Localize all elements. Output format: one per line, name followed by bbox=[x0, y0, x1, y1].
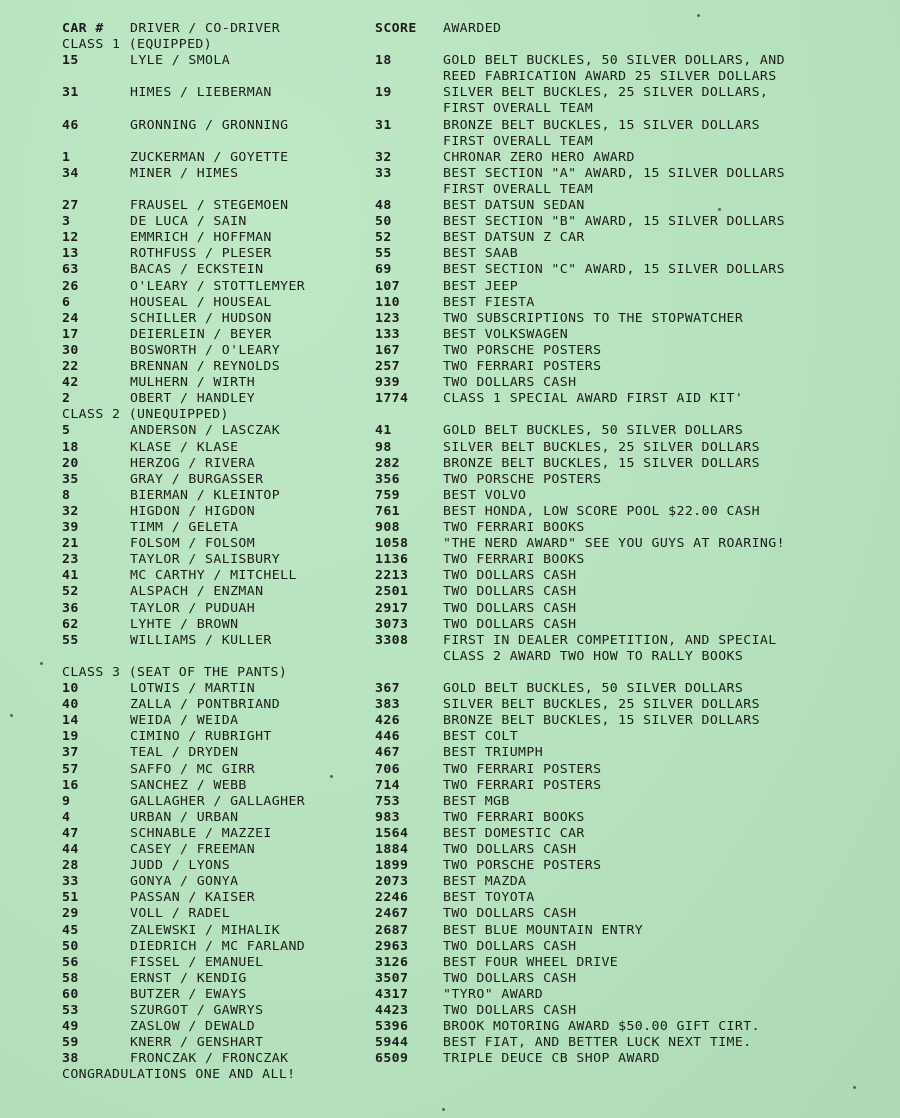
score: 939 bbox=[375, 375, 401, 390]
score: 107 bbox=[375, 278, 401, 294]
award-text: SILVER BELT BUCKLES, 25 SILVER DOLLARS bbox=[443, 697, 760, 712]
score: 356 bbox=[375, 472, 401, 487]
driver-names: MULHERN / WIRTH bbox=[130, 375, 256, 390]
driver-names: WILLIAMS / KULLER bbox=[130, 633, 272, 648]
car-number: 47 bbox=[62, 826, 79, 841]
score: 983 bbox=[375, 810, 401, 825]
score: 167 bbox=[375, 343, 401, 358]
car-number: 60 bbox=[62, 987, 79, 1002]
driver-names: SZURGOT / GAWRYS bbox=[130, 1003, 264, 1018]
footer-text: CONGRADULATIONS ONE AND ALL! bbox=[62, 1067, 296, 1083]
award-text: BEST DATSUN Z CAR bbox=[443, 230, 585, 245]
driver-names: SCHNABLE / MAZZEI bbox=[130, 826, 272, 841]
score: 706 bbox=[375, 761, 401, 777]
driver-names: HERZOG / RIVERA bbox=[130, 455, 256, 471]
driver-names: PASSAN / KAISER bbox=[130, 890, 256, 905]
driver-names: TIMM / GELETA bbox=[130, 520, 239, 535]
driver-names: BRENNAN / REYNOLDS bbox=[130, 359, 281, 374]
header-driver: DRIVER / CO-DRIVER bbox=[130, 21, 281, 36]
award-text: BEST VOLKSWAGEN bbox=[443, 327, 569, 342]
car-number: 18 bbox=[62, 439, 79, 455]
award-text: TWO DOLLARS CASH bbox=[443, 1003, 577, 1018]
award-text: TWO DOLLARS CASH bbox=[443, 906, 577, 922]
class-title: CLASS 3 (SEAT OF THE PANTS) bbox=[62, 665, 288, 680]
car-number: 49 bbox=[62, 1019, 79, 1034]
score: 2246 bbox=[375, 890, 409, 905]
score: 1899 bbox=[375, 858, 409, 873]
driver-names: ANDERSON / LASCZAK bbox=[130, 423, 281, 439]
award-text: TWO FERRARI BOOKS bbox=[443, 552, 585, 567]
car-number: 16 bbox=[62, 777, 79, 793]
car-number: 45 bbox=[62, 922, 79, 938]
driver-names: ROTHFUSS / PLESER bbox=[130, 246, 272, 261]
car-number: 22 bbox=[62, 359, 79, 374]
score: 2073 bbox=[375, 874, 409, 889]
car-number: 57 bbox=[62, 761, 79, 777]
score: 2963 bbox=[375, 938, 409, 954]
paper-speck bbox=[697, 14, 700, 17]
award-text: CHRONAR ZERO HERO AWARD bbox=[443, 150, 635, 165]
driver-names: DEIERLEIN / BEYER bbox=[130, 327, 272, 342]
score: 908 bbox=[375, 520, 401, 535]
car-number: 10 bbox=[62, 681, 79, 696]
award-text: SILVER BELT BUCKLES, 25 SILVER DOLLARS bbox=[443, 439, 760, 455]
car-number: 6 bbox=[62, 294, 71, 310]
driver-names: BACAS / ECKSTEIN bbox=[130, 262, 264, 278]
award-text: BEST DATSUN SEDAN bbox=[443, 198, 585, 213]
score: 426 bbox=[375, 713, 401, 728]
award-text: "THE NERD AWARD" SEE YOU GUYS AT ROARING! bbox=[443, 536, 785, 551]
score: 714 bbox=[375, 777, 401, 793]
score: 18 bbox=[375, 53, 392, 68]
score: 123 bbox=[375, 311, 401, 326]
award-text: TWO FERRARI POSTERS bbox=[443, 761, 602, 777]
driver-names: HIGDON / HIGDON bbox=[130, 504, 256, 519]
score: 257 bbox=[375, 359, 401, 374]
award-text: BEST TOYOTA bbox=[443, 890, 535, 905]
driver-names: ZALLA / PONTBRIAND bbox=[130, 697, 281, 712]
score: 48 bbox=[375, 198, 392, 213]
award-text: BROOK MOTORING AWARD $50.00 GIFT CIRT. bbox=[443, 1019, 760, 1034]
driver-names: BIERMAN / KLEINTOP bbox=[130, 488, 281, 503]
award-text: TWO FERRARI POSTERS bbox=[443, 777, 602, 793]
score: 282 bbox=[375, 455, 401, 471]
driver-names: BUTZER / EWAYS bbox=[130, 987, 247, 1002]
award-text: TWO FERRARI BOOKS bbox=[443, 810, 585, 825]
paper-speck bbox=[718, 208, 721, 211]
driver-names: ZALEWSKI / MIHALIK bbox=[130, 922, 281, 938]
car-number: 5 bbox=[62, 423, 71, 439]
award-text: BEST FIESTA bbox=[443, 294, 535, 310]
driver-names: VOLL / RADEL bbox=[130, 906, 231, 922]
score: 5944 bbox=[375, 1035, 409, 1050]
driver-names: LYHTE / BROWN bbox=[130, 616, 239, 632]
score: 2467 bbox=[375, 906, 409, 922]
award-text: BEST SECTION "C" AWARD, 15 SILVER DOLLARS bbox=[443, 262, 785, 278]
driver-names: HOUSEAL / HOUSEAL bbox=[130, 294, 272, 310]
car-number: 59 bbox=[62, 1035, 79, 1050]
score: 110 bbox=[375, 294, 401, 310]
score: 4423 bbox=[375, 1003, 409, 1018]
car-number: 2 bbox=[62, 391, 71, 406]
score: 6509 bbox=[375, 1051, 409, 1066]
car-number: 4 bbox=[62, 810, 71, 825]
car-number: 58 bbox=[62, 971, 79, 986]
award-text: BEST SECTION "A" AWARD, 15 SILVER DOLLARS bbox=[443, 166, 785, 181]
award-text: BEST MAZDA bbox=[443, 874, 527, 889]
award-text: BEST JEEP bbox=[443, 278, 519, 294]
award-text: TWO FERRARI BOOKS bbox=[443, 520, 585, 535]
award-text: FIRST OVERALL TEAM bbox=[443, 182, 594, 197]
car-number: 14 bbox=[62, 713, 79, 728]
car-number: 27 bbox=[62, 198, 79, 213]
score: 33 bbox=[375, 166, 392, 181]
score: 1136 bbox=[375, 552, 409, 567]
score: 1774 bbox=[375, 391, 409, 406]
driver-names: GRAY / BURGASSER bbox=[130, 472, 264, 487]
award-text: GOLD BELT BUCKLES, 50 SILVER DOLLARS bbox=[443, 423, 744, 439]
score: 133 bbox=[375, 327, 401, 342]
score: 367 bbox=[375, 681, 401, 696]
car-number: 13 bbox=[62, 246, 79, 261]
award-text: BEST VOLVO bbox=[443, 488, 527, 503]
car-number: 32 bbox=[62, 504, 79, 519]
score: 50 bbox=[375, 214, 392, 229]
score: 467 bbox=[375, 745, 401, 761]
car-number: 33 bbox=[62, 874, 79, 889]
award-text: TWO DOLLARS CASH bbox=[443, 584, 577, 600]
award-text: FIRST OVERALL TEAM bbox=[443, 133, 594, 149]
paper-speck bbox=[853, 1086, 856, 1089]
car-number: 56 bbox=[62, 955, 79, 970]
car-number: 15 bbox=[62, 53, 79, 68]
driver-names: GRONNING / GRONNING bbox=[130, 117, 289, 133]
award-text: TWO SUBSCRIPTIONS TO THE STOPWATCHER bbox=[443, 311, 744, 326]
score: 1884 bbox=[375, 842, 409, 857]
car-number: 37 bbox=[62, 745, 79, 761]
award-text: BRONZE BELT BUCKLES, 15 SILVER DOLLARS bbox=[443, 455, 760, 471]
driver-names: CASEY / FREEMAN bbox=[130, 842, 256, 857]
car-number: 21 bbox=[62, 536, 79, 551]
car-number: 17 bbox=[62, 327, 79, 342]
driver-names: SANCHEZ / WEBB bbox=[130, 777, 247, 793]
award-text: TWO PORSCHE POSTERS bbox=[443, 472, 602, 487]
driver-names: SCHILLER / HUDSON bbox=[130, 311, 272, 326]
award-text: TWO DOLLARS CASH bbox=[443, 375, 577, 390]
car-number: 28 bbox=[62, 858, 79, 873]
driver-names: DIEDRICH / MC FARLAND bbox=[130, 938, 306, 954]
driver-names: BOSWORTH / O'LEARY bbox=[130, 343, 281, 358]
driver-names: DE LUCA / SAIN bbox=[130, 214, 247, 229]
car-number: 3 bbox=[62, 214, 71, 229]
driver-names: EMMRICH / HOFFMAN bbox=[130, 230, 272, 245]
driver-names: CIMINO / RUBRIGHT bbox=[130, 729, 272, 744]
award-text: REED FABRICATION AWARD 25 SILVER DOLLARS bbox=[443, 69, 777, 84]
award-text: TWO FERRARI POSTERS bbox=[443, 359, 602, 374]
driver-names: ALSPACH / ENZMAN bbox=[130, 584, 264, 600]
score: 753 bbox=[375, 794, 401, 809]
car-number: 23 bbox=[62, 552, 79, 567]
car-number: 26 bbox=[62, 278, 79, 294]
driver-names: MINER / HIMES bbox=[130, 166, 239, 181]
car-number: 40 bbox=[62, 697, 79, 712]
header-awarded: AWARDED bbox=[443, 21, 502, 36]
award-text: BEST FOUR WHEEL DRIVE bbox=[443, 955, 619, 970]
driver-names: JUDD / LYONS bbox=[130, 858, 231, 873]
paper-speck bbox=[442, 1108, 445, 1111]
award-text: TWO PORSCHE POSTERS bbox=[443, 343, 602, 358]
award-text: CLASS 2 AWARD TWO HOW TO RALLY BOOKS bbox=[443, 649, 744, 664]
driver-names: HIMES / LIEBERMAN bbox=[130, 85, 272, 100]
car-number: 35 bbox=[62, 472, 79, 487]
award-text: BEST MGB bbox=[443, 794, 510, 809]
award-text: TRIPLE DEUCE CB SHOP AWARD bbox=[443, 1051, 660, 1066]
car-number: 20 bbox=[62, 455, 79, 471]
car-number: 53 bbox=[62, 1003, 79, 1018]
score: 19 bbox=[375, 85, 392, 100]
score: 446 bbox=[375, 729, 401, 744]
paper-speck bbox=[330, 775, 333, 778]
driver-names: FISSEL / EMANUEL bbox=[130, 955, 264, 970]
driver-names: FRONCZAK / FRONCZAK bbox=[130, 1051, 289, 1066]
score: 383 bbox=[375, 697, 401, 712]
score: 52 bbox=[375, 230, 392, 245]
score: 2917 bbox=[375, 600, 409, 616]
award-text: GOLD BELT BUCKLES, 50 SILVER DOLLARS, AND bbox=[443, 53, 785, 68]
car-number: 44 bbox=[62, 842, 79, 857]
car-number: 1 bbox=[62, 150, 71, 165]
driver-names: KNERR / GENSHART bbox=[130, 1035, 264, 1050]
score: 1564 bbox=[375, 826, 409, 841]
score: 761 bbox=[375, 504, 401, 519]
driver-names: O'LEARY / STOTTLEMYER bbox=[130, 278, 306, 294]
award-text: BEST COLT bbox=[443, 729, 519, 744]
car-number: 24 bbox=[62, 311, 79, 326]
driver-names: KLASE / KLASE bbox=[130, 439, 239, 455]
driver-names: TEAL / DRYDEN bbox=[130, 745, 239, 761]
score: 3073 bbox=[375, 616, 409, 632]
score: 2213 bbox=[375, 568, 409, 583]
car-number: 55 bbox=[62, 633, 79, 648]
award-text: GOLD BELT BUCKLES, 50 SILVER DOLLARS bbox=[443, 681, 744, 696]
score: 3507 bbox=[375, 971, 409, 986]
score: 4317 bbox=[375, 987, 409, 1002]
award-text: BEST HONDA, LOW SCORE POOL $22.00 CASH bbox=[443, 504, 760, 519]
award-text: BEST TRIUMPH bbox=[443, 745, 544, 761]
award-text: BEST FIAT, AND BETTER LUCK NEXT TIME. bbox=[443, 1035, 752, 1050]
driver-names: TAYLOR / SALISBURY bbox=[130, 552, 281, 567]
award-text: BEST SAAB bbox=[443, 246, 519, 261]
car-number: 31 bbox=[62, 85, 79, 100]
award-text: TWO DOLLARS CASH bbox=[443, 971, 577, 986]
driver-names: LYLE / SMOLA bbox=[130, 53, 231, 68]
driver-names: OBERT / HANDLEY bbox=[130, 391, 256, 406]
driver-names: GONYA / GONYA bbox=[130, 874, 239, 889]
driver-names: ERNST / KENDIG bbox=[130, 971, 247, 986]
score: 31 bbox=[375, 117, 392, 133]
award-text: BRONZE BELT BUCKLES, 15 SILVER DOLLARS bbox=[443, 713, 760, 728]
driver-names: ZASLOW / DEWALD bbox=[130, 1019, 256, 1034]
car-number: 42 bbox=[62, 375, 79, 390]
driver-names: URBAN / URBAN bbox=[130, 810, 239, 825]
car-number: 34 bbox=[62, 166, 79, 181]
driver-names: MC CARTHY / MITCHELL bbox=[130, 568, 297, 583]
class-title: CLASS 1 (EQUIPPED) bbox=[62, 37, 213, 52]
car-number: 30 bbox=[62, 343, 79, 358]
score: 41 bbox=[375, 423, 392, 439]
award-text: BEST SECTION "B" AWARD, 15 SILVER DOLLARS bbox=[443, 214, 785, 229]
header-car: CAR # bbox=[62, 21, 104, 36]
driver-names: FRAUSEL / STEGEMOEN bbox=[130, 198, 289, 213]
award-text: SILVER BELT BUCKLES, 25 SILVER DOLLARS, bbox=[443, 85, 769, 100]
award-text: CLASS 1 SPECIAL AWARD FIRST AID KIT' bbox=[443, 391, 744, 406]
award-text: TWO DOLLARS CASH bbox=[443, 616, 577, 632]
car-number: 12 bbox=[62, 230, 79, 245]
score: 32 bbox=[375, 150, 392, 165]
award-text: "TYRO" AWARD bbox=[443, 987, 544, 1002]
car-number: 29 bbox=[62, 906, 79, 922]
car-number: 63 bbox=[62, 262, 79, 278]
score: 3308 bbox=[375, 633, 409, 648]
car-number: 9 bbox=[62, 794, 71, 809]
driver-names: ZUCKERMAN / GOYETTE bbox=[130, 150, 289, 165]
car-number: 52 bbox=[62, 584, 79, 600]
award-text: TWO DOLLARS CASH bbox=[443, 938, 577, 954]
award-text: BRONZE BELT BUCKLES, 15 SILVER DOLLARS bbox=[443, 117, 760, 133]
score: 1058 bbox=[375, 536, 409, 551]
award-text: FIRST IN DEALER COMPETITION, AND SPECIAL bbox=[443, 633, 777, 648]
score: 2501 bbox=[375, 584, 409, 600]
paper-speck bbox=[10, 714, 13, 717]
car-number: 51 bbox=[62, 890, 79, 905]
award-text: TWO DOLLARS CASH bbox=[443, 842, 577, 857]
driver-names: WEIDA / WEIDA bbox=[130, 713, 239, 728]
award-text: TWO PORSCHE POSTERS bbox=[443, 858, 602, 873]
car-number: 39 bbox=[62, 520, 79, 535]
award-text: TWO DOLLARS CASH bbox=[443, 568, 577, 583]
car-number: 36 bbox=[62, 600, 79, 616]
driver-names: GALLAGHER / GALLAGHER bbox=[130, 794, 306, 809]
car-number: 8 bbox=[62, 488, 71, 503]
driver-names: FOLSOM / FOLSOM bbox=[130, 536, 256, 551]
award-text: TWO DOLLARS CASH bbox=[443, 600, 577, 616]
header-score: SCORE bbox=[375, 21, 417, 36]
award-text: BEST BLUE MOUNTAIN ENTRY bbox=[443, 922, 644, 938]
car-number: 38 bbox=[62, 1051, 79, 1066]
score: 759 bbox=[375, 488, 401, 503]
class-title: CLASS 2 (UNEQUIPPED) bbox=[62, 407, 229, 422]
driver-names: TAYLOR / PUDUAH bbox=[130, 600, 256, 616]
award-text: BEST DOMESTIC CAR bbox=[443, 826, 585, 841]
car-number: 62 bbox=[62, 616, 79, 632]
car-number: 46 bbox=[62, 117, 79, 133]
driver-names: SAFFO / MC GIRR bbox=[130, 761, 256, 777]
score: 2687 bbox=[375, 922, 409, 938]
car-number: 19 bbox=[62, 729, 79, 744]
score: 3126 bbox=[375, 955, 409, 970]
car-number: 41 bbox=[62, 568, 79, 583]
score: 69 bbox=[375, 262, 392, 278]
score: 5396 bbox=[375, 1019, 409, 1034]
score: 98 bbox=[375, 439, 392, 455]
paper-speck bbox=[40, 662, 43, 665]
score: 55 bbox=[375, 246, 392, 261]
car-number: 50 bbox=[62, 938, 79, 954]
driver-names: LOTWIS / MARTIN bbox=[130, 681, 256, 696]
award-text: FIRST OVERALL TEAM bbox=[443, 101, 594, 117]
